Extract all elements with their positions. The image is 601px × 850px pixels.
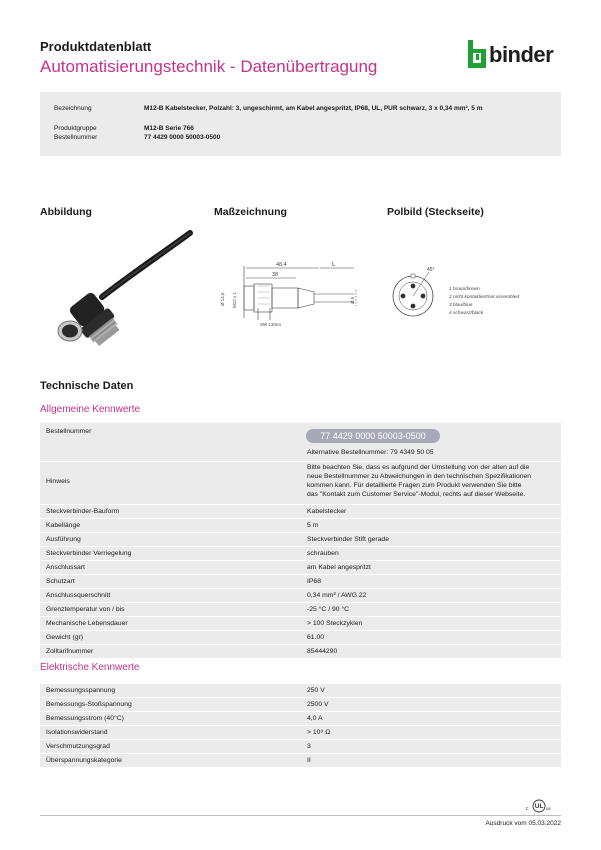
page-title: Automatisierungstechnik - Datenübertragung [40, 57, 378, 76]
row-label: Bemessungsspannung [46, 687, 116, 694]
svg-text:UL: UL [534, 803, 544, 811]
table-row [40, 740, 561, 753]
binder-logo-icon [468, 40, 488, 68]
table-row [40, 631, 561, 644]
dim-label-sw: SW 13mm [260, 322, 282, 327]
binder-logo[interactable] [468, 40, 563, 70]
row-label: Hinweis [46, 478, 70, 485]
table-row [40, 462, 561, 504]
table-row [40, 561, 561, 574]
ul-certification-icon [526, 799, 552, 813]
table-row [40, 547, 561, 560]
row-value: 85444290 [307, 648, 338, 655]
row-label: Bemessungs-Stoßspannung [46, 701, 132, 708]
table-row [40, 726, 561, 739]
row-value: 2500 V [307, 701, 329, 708]
dimension-drawing [214, 248, 374, 333]
pin-legend-1: 1 braun/brown [449, 287, 480, 292]
row-value: am Kabel angespritzt [307, 564, 371, 571]
alt-order-number: Alternative Bestellnummer: 79 4349 50 05 [307, 449, 434, 456]
row-value: > 10⁹ Ω [307, 729, 331, 736]
hint-line: kommen kann. Für detaillierte Fragen zum Produkt verwenden Sie bitte [307, 482, 522, 489]
row-label: Anschlussquerschnitt [46, 592, 111, 599]
caption-abbildung: Abbildung [40, 206, 92, 218]
info-value-bestellnummer: 77 4429 0000 50003-0500 [144, 134, 221, 141]
pin-legend-3: 3 blau/blue [449, 303, 473, 308]
row-label: Zolltarifnummer [46, 648, 94, 655]
table-row [40, 698, 561, 711]
row-label: Schutzart [46, 578, 75, 585]
svg-text:c: c [526, 806, 529, 812]
dim-label-2: 38 [272, 272, 279, 278]
pin-layout-drawing [387, 262, 557, 332]
dim-label-4: M12 x 1 [232, 291, 237, 308]
caption-polbild: Polbild (Steckseite) [387, 206, 484, 218]
row-value: 5 m [307, 522, 319, 529]
order-number-pill[interactable]: 77 4429 0000 50003-0500 [306, 429, 440, 443]
table-row [40, 603, 561, 616]
logo-text: binder [489, 42, 554, 67]
row-value: -25 °C / 90 °C [307, 606, 350, 613]
table-row [40, 575, 561, 588]
table-row [40, 684, 561, 697]
table-row [40, 505, 561, 518]
dim-label-3: Ø 14,5 [220, 292, 225, 306]
caption-masszeichnung: Maßzeichnung [214, 206, 287, 218]
dim-label-1: 48,4 [276, 262, 287, 268]
info-label-produktgruppe: Produktgruppe [54, 125, 97, 132]
hint-line: neue Bestellnummer zu Abweichungen in den technischen Spezifikationen [307, 473, 532, 480]
row-label: Gewicht (gr) [46, 634, 84, 641]
table-row [40, 519, 561, 532]
hint-line: das "Kontakt zum Customer Service"-Modul, rechts auf dieser Webseite. [307, 491, 526, 498]
row-label: Ausführung [46, 536, 81, 543]
table-row [40, 589, 561, 602]
row-value: IP68 [307, 578, 321, 585]
info-label-bestellnummer: Bestellnummer [54, 134, 98, 141]
row-label: Kabellänge [46, 522, 81, 529]
row-value: 4,0 A [307, 715, 323, 722]
row-label: Steckverbinder-Bauform [46, 508, 120, 515]
hint-line: Bitte beachten Sie, dass es aufgrund der Umstellung von der alten auf die [307, 464, 530, 471]
row-value: II [307, 757, 311, 764]
table-row [40, 617, 561, 630]
row-value: 0,34 mm² / AWG 22 [307, 592, 367, 599]
row-value: schrauben [307, 550, 339, 557]
row-value: 61.00 [307, 634, 325, 641]
tech-data-title: Technische Daten [40, 380, 134, 392]
row-label: Überspannungskategorie [46, 757, 122, 764]
dim-label-5: Ø 5 [350, 296, 355, 304]
row-label: Grenztemperatur von / bis [46, 606, 125, 613]
row-label: Bestellnummer [46, 428, 92, 435]
row-label: Verschmutzungsgrad [46, 743, 110, 750]
row-value: 250 V [307, 687, 325, 694]
document-type: Produktdatenblatt [40, 39, 152, 54]
row-value: > 100 Steckzyklen [307, 620, 363, 627]
row-value: Steckverbinder Stift gerade [307, 536, 389, 543]
row-value: Kabelstecker [307, 508, 347, 515]
table-row [40, 754, 561, 767]
svg-text:us: us [546, 806, 551, 811]
row-value: 3 [307, 743, 311, 750]
row-label: Bemessungsstrom (40°C) [46, 715, 124, 722]
table-row [40, 533, 561, 546]
product-image [40, 225, 210, 355]
table-row [40, 423, 561, 461]
row-label: Isolationswiderstand [46, 729, 108, 736]
pin-legend-2: 2 nicht kontaktiert/not assembled [449, 295, 520, 300]
table-row [40, 712, 561, 725]
product-info-box [40, 92, 561, 156]
row-label: Steckverbinder Verriegelung [46, 550, 132, 557]
info-value-produktgruppe: M12-B Serie 766 [144, 125, 194, 132]
row-label: Anschlussart [46, 564, 85, 571]
electrical-values-title: Elektrische Kennwerte [40, 662, 140, 673]
row-label: Mechanische Lebensdauer [46, 620, 128, 627]
info-label-bezeichnung: Bezeichnung [54, 105, 92, 112]
footer-divider [40, 815, 561, 816]
pin-angle: 45° [427, 267, 435, 273]
general-values-title: Allgemeine Kennwerte [40, 404, 141, 415]
print-date: Ausdruck vom 05.03.2022 [485, 820, 561, 827]
dim-label-L: L [332, 262, 336, 268]
table-row [40, 645, 561, 658]
pin-legend-4: 4 schwarz/black [449, 311, 484, 316]
info-value-bezeichnung: M12-B Kabelstecker, Polzahl: 3, ungeschirmt, am Kabel angespritzt, IP68, UL, PUR schwarz, 3 x 0,34 mm², 5 m [144, 105, 483, 112]
